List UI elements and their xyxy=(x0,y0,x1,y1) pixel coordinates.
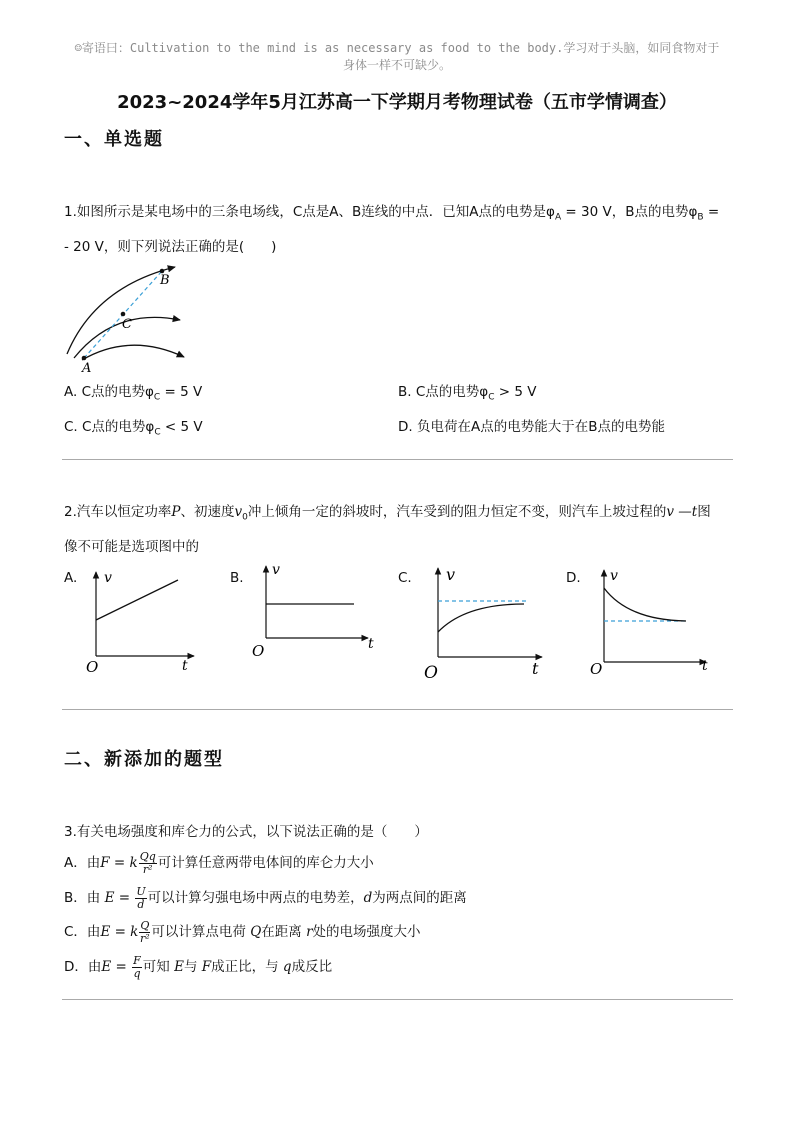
q1-field-line-figure xyxy=(60,262,200,374)
fraction: $\frac{Qq}{\text{r²}}$ xyxy=(139,849,156,876)
q2-option-d-letter[interactable]: D. xyxy=(566,570,581,586)
svg-text:v: v xyxy=(104,570,112,586)
fraction: $\frac{Q}{\text{r²}}$ xyxy=(140,918,150,945)
page-title: 2023~2024学年5月江苏高一下学期月考物理试卷（五市学情调查） xyxy=(117,92,677,113)
svg-text:t: t xyxy=(368,636,374,652)
question-1-stem-line-2: - 20 V，则下列说法正确的是( ) xyxy=(64,239,277,255)
svg-text:O: O xyxy=(590,660,603,674)
q2-graph-c[interactable] xyxy=(420,562,550,682)
q1-text-2: = 30 V，B点的电势φ xyxy=(561,204,698,220)
q1-option-b[interactable]: B. C点的电势$\varphi_C > 5$ V xyxy=(398,384,537,403)
q1-sub-a: A xyxy=(554,212,562,223)
q2-option-a-letter[interactable]: A. xyxy=(64,570,78,586)
svg-text:O: O xyxy=(424,663,438,682)
svg-text:O: O xyxy=(252,642,265,660)
svg-text:v: v xyxy=(610,568,618,584)
divider xyxy=(62,709,733,710)
svg-text:v: v xyxy=(446,565,456,584)
q1-text-3: = xyxy=(703,204,720,220)
q2-option-b-letter[interactable]: B. xyxy=(230,570,244,586)
q2-graph-b[interactable] xyxy=(250,560,380,662)
q2-option-c-letter[interactable]: C. xyxy=(398,570,412,586)
svg-text:O: O xyxy=(86,658,99,676)
svg-text:t: t xyxy=(532,659,539,678)
label-a: A xyxy=(82,361,92,374)
q1-option-c[interactable]: C. C点的电势$\varphi_C < 5$ V xyxy=(64,419,203,438)
question-2-stem: 2.汽车以恒定功率P、初速度$v_0$冲上倾角一定的斜坡时，汽车受到的阻力恒定不变，则汽车上坡过程的v —t图 xyxy=(64,504,711,523)
svg-text:t: t xyxy=(702,658,708,674)
label-c: C xyxy=(122,317,132,332)
motto xyxy=(40,40,754,74)
graph-d-curve xyxy=(604,588,686,621)
svg-text:t: t xyxy=(182,658,188,674)
point-c xyxy=(121,312,126,317)
graph-c-curve xyxy=(438,604,524,632)
fraction: $\frac{F}{q}$ xyxy=(133,953,141,980)
question-3-stem: 3.有关电场强度和库仑力的公式，以下说法正确的是（ ） xyxy=(64,824,428,840)
motto-line-1: ☺寄语曰：Cultivation to the mind is as necessary as food to the body.学习对于头脑，如同食物对于 xyxy=(74,41,720,55)
divider xyxy=(62,999,733,1000)
label-b: B xyxy=(160,273,170,288)
question-1-stem xyxy=(64,202,744,228)
q1-option-d[interactable]: D. 负电荷在A点的电势能大于在B点的电势能 xyxy=(398,419,665,435)
field-line-top xyxy=(67,267,175,354)
q2-graph-a[interactable] xyxy=(82,566,202,678)
motto-line-2: 身体一样不可缺少。 xyxy=(342,58,451,72)
q1-text-1: 1.如图所示是某电场中的三条电场线，C点是A、B连线的中点．已知A点的电势是φ xyxy=(64,204,555,220)
q1-sub-b: B xyxy=(697,212,704,223)
q3-option-d[interactable]: D．由E = $\frac{F}{q}$ 可知 E与 F成正比，与 q成反比 xyxy=(64,953,333,980)
graph-a-line xyxy=(96,580,178,620)
svg-text:v: v xyxy=(272,562,280,578)
question-2-stem-line-2: 像不可能是选项图中的 xyxy=(64,539,199,555)
point-a xyxy=(82,356,87,361)
field-line-bottom xyxy=(82,345,184,360)
q3-option-a[interactable]: A．由F = k $\frac{Qq}{\text{r²}}$ 可计算任意两带电体间的库仑力大小 xyxy=(64,849,374,876)
section-heading-new-type: 二、新添加的题型 xyxy=(64,749,224,770)
q3-option-c[interactable]: C．由E = k $\frac{Q}{\text{r²}}$ 可以计算点电荷 Q在距离 r处的电场强度大小 xyxy=(64,918,421,945)
q1-option-a[interactable]: A. C点的电势$\varphi_C = 5$ V xyxy=(64,384,203,403)
fraction: $\frac{U}{d}$ xyxy=(136,884,146,911)
q3-option-b[interactable]: B．由 E = $\frac{U}{d}$ 可以计算匀强电场中两点的电势差，d为两点间的距离 xyxy=(64,884,467,911)
divider xyxy=(62,459,733,460)
section-heading-single-choice: 一、单选题 xyxy=(64,129,164,150)
q2-graph-d[interactable] xyxy=(588,562,718,674)
